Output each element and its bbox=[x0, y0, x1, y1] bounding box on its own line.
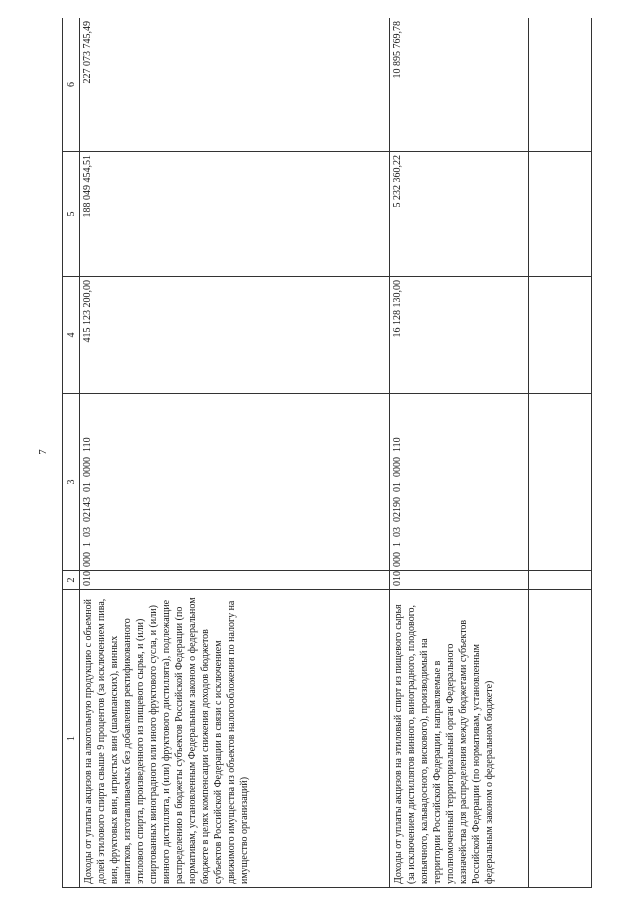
budget-classification-code: 000 1 03 02190 01 0000 110 bbox=[390, 394, 529, 571]
revenue-description: Доходы от уплаты акцизов на алкогольную продукцию с объемной долей этилового спирта свыше 9 процентов (за исключением пива, вин, фруктовых вин, игристых вин (шампанских), винных напитков, изготавливаемых без добавления ректификованного этилового спирта, произведенного из пищевого сырья, и (или) спиртованных виноградного или иного фруктового сусла, и (или) винного дистиллята, и (или) фруктового дистиллята), подлежащие распределению в бюджеты субъектов Российской Федерации (по нормативам, установленным Федеральным законом о федеральном бюджете в целях компенсации снижения доходов бюджетов субъектов Российской Федерации в связи с исключением движимого имущества из объектов налогообложения по налогу на имущество организаций) bbox=[80, 590, 390, 888]
table-row bbox=[80, 18, 390, 888]
revenue-table bbox=[62, 18, 592, 888]
amount-col-5: 188 049 454,51 bbox=[80, 152, 390, 277]
empty-cell bbox=[529, 590, 592, 888]
table-row-continuation bbox=[529, 18, 592, 888]
empty-cell bbox=[529, 152, 592, 277]
rotated-table-stage bbox=[62, 18, 595, 888]
empty-cell bbox=[529, 394, 592, 571]
rotated-table-frame bbox=[62, 18, 595, 888]
budget-classification-code: 000 1 03 02143 01 0000 110 bbox=[80, 394, 390, 571]
header-col-2: 2 bbox=[63, 571, 80, 590]
header-col-3: 3 bbox=[63, 394, 80, 571]
header-col-1: 1 bbox=[63, 590, 80, 888]
empty-cell bbox=[529, 571, 592, 590]
header-col-4: 4 bbox=[63, 277, 80, 394]
page-number: 7 bbox=[37, 449, 49, 455]
amount-col-4: 16 128 130,00 bbox=[390, 277, 529, 394]
amount-col-6: 227 073 745,49 bbox=[80, 18, 390, 152]
empty-cell bbox=[529, 18, 592, 152]
header-col-6: 6 bbox=[63, 18, 80, 152]
admin-code: 010 bbox=[80, 571, 390, 590]
amount-col-6: 10 895 769,78 bbox=[390, 18, 529, 152]
header-col-5: 5 bbox=[63, 152, 80, 277]
revenue-description: Доходы от уплаты акцизов на этиловый спирт из пищевого сырья (за исключением дистиллятов винного, виноградного, плодового, коньячного, кальвадосного, вискового), производимый на территории Российской Федерации, направляемые в уполномоченный территориальный орган Федерального казначейства для распределения между бюджетами субъектов Российской Федерации (по нормативам, установленным федеральным законом о федеральном бюджете) bbox=[390, 590, 529, 888]
table-row bbox=[390, 18, 529, 888]
table-header-row bbox=[63, 18, 80, 888]
admin-code: 010 bbox=[390, 571, 529, 590]
amount-col-5: 5 232 360,22 bbox=[390, 152, 529, 277]
amount-col-4: 415 123 200,00 bbox=[80, 277, 390, 394]
empty-cell bbox=[529, 277, 592, 394]
